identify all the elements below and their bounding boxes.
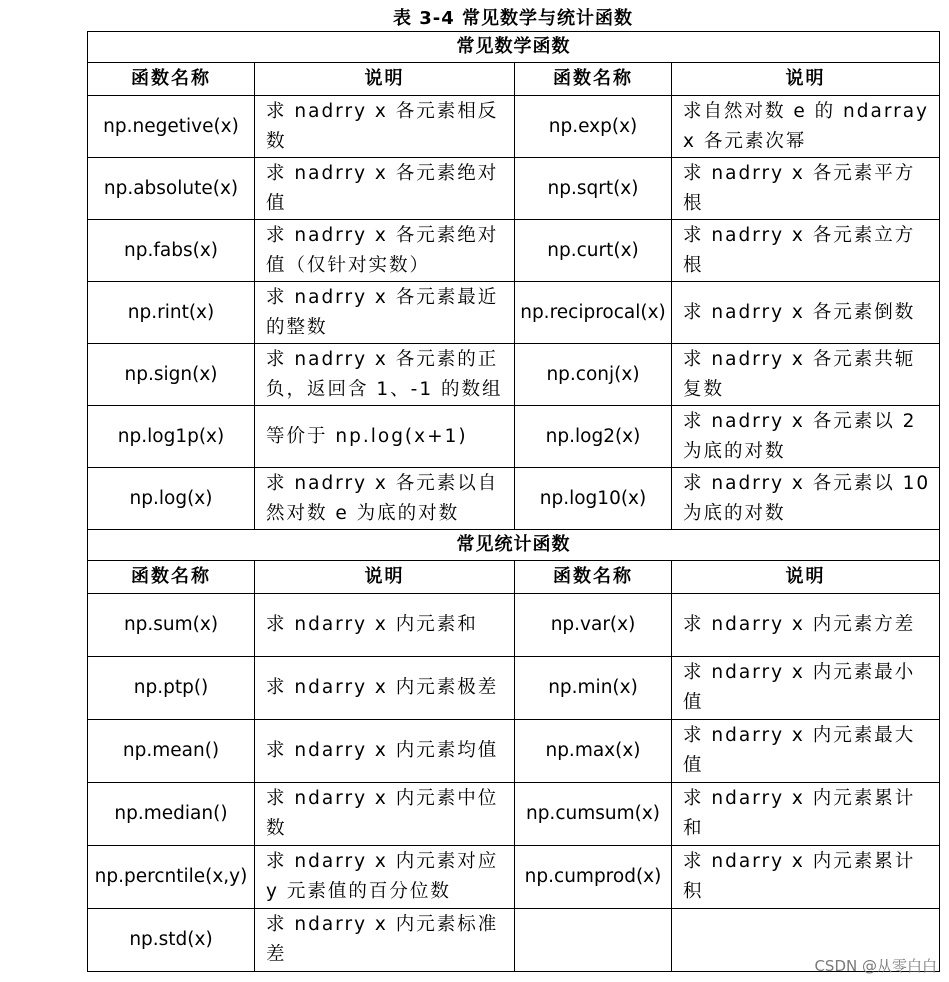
- description-cell: 求 ndarry x 内元素标准差: [255, 909, 515, 972]
- description-cell: 求自然对数 e 的 ndarray x 各元素次幂: [672, 96, 940, 158]
- description-cell: 求 ndarry x 内元素均值: [255, 720, 515, 783]
- function-name-cell: np.median(): [88, 783, 255, 846]
- header-row: [88, 561, 940, 594]
- function-name-cell: np.var(x): [515, 594, 672, 657]
- stat-section-title-row: [88, 530, 940, 561]
- description-cell: 求 nadrry x 各元素平方根: [672, 158, 940, 220]
- description-cell: 求 nadrry x 各元素绝对值（仅针对实数）: [255, 220, 515, 282]
- section-title: 常见统计函数: [88, 530, 940, 561]
- header-description: 说明: [672, 561, 940, 594]
- description-cell: 等价于 np.log(x+1): [255, 406, 515, 468]
- description-cell: 求 nadrry x 各元素倒数: [672, 282, 940, 344]
- header-function-name: 函数名称: [515, 63, 672, 96]
- description-cell: 求 nadrry x 各元素绝对值: [255, 158, 515, 220]
- description-cell: 求 nadrry x 各元素最近的整数: [255, 282, 515, 344]
- table-row: [88, 468, 940, 530]
- description-cell: 求 nadrry x 各元素以 2 为底的对数: [672, 406, 940, 468]
- description-cell: 求 nadrry x 各元素共轭复数: [672, 344, 940, 406]
- table-row: [88, 344, 940, 406]
- function-name-cell: np.std(x): [88, 909, 255, 972]
- table-row: [88, 657, 940, 720]
- function-name-cell: [515, 909, 672, 972]
- description-cell: 求 ndarry x 内元素方差: [672, 594, 940, 657]
- function-name-cell: np.negetive(x): [88, 96, 255, 158]
- function-name-cell: np.log2(x): [515, 406, 672, 468]
- header-description: 说明: [672, 63, 940, 96]
- description-cell: 求 ndarry x 内元素累计和: [672, 783, 940, 846]
- description-cell: 求 ndarry x 内元素和: [255, 594, 515, 657]
- table-row: [88, 406, 940, 468]
- function-name-cell: np.log1p(x): [88, 406, 255, 468]
- function-name-cell: np.log10(x): [515, 468, 672, 530]
- function-name-cell: np.min(x): [515, 657, 672, 720]
- table-row: [88, 783, 940, 846]
- functions-table: [87, 31, 940, 972]
- header-description: 说明: [255, 63, 515, 96]
- description-cell: 求 nadrry x 各元素以自然对数 e 为底的对数: [255, 468, 515, 530]
- section-title: 常见数学函数: [88, 32, 940, 63]
- function-name-cell: np.exp(x): [515, 96, 672, 158]
- table-caption: 表 3-4 常见数学与统计函数: [392, 8, 634, 29]
- table-row: [88, 846, 940, 909]
- header-description: 说明: [255, 561, 515, 594]
- table-row: [88, 909, 940, 972]
- description-cell: 求 ndarry x 内元素对应 y 元素值的百分位数: [255, 846, 515, 909]
- function-name-cell: np.max(x): [515, 720, 672, 783]
- function-name-cell: np.mean(): [88, 720, 255, 783]
- math-section-title-row: [88, 32, 940, 63]
- function-name-cell: np.sign(x): [88, 344, 255, 406]
- description-cell: 求 ndarry x 内元素最小值: [672, 657, 940, 720]
- function-name-cell: np.sum(x): [88, 594, 255, 657]
- function-name-cell: np.log(x): [88, 468, 255, 530]
- description-cell: 求 nadrry x 各元素立方根: [672, 220, 940, 282]
- table-row: [88, 282, 940, 344]
- table-row: [88, 220, 940, 282]
- function-name-cell: np.fabs(x): [88, 220, 255, 282]
- description-cell: 求 nadrry x 各元素相反数: [255, 96, 515, 158]
- header-function-name: 函数名称: [88, 63, 255, 96]
- description-cell: 求 ndarry x 内元素极差: [255, 657, 515, 720]
- description-cell: 求 ndarry x 内元素累计积: [672, 846, 940, 909]
- description-cell: 求 ndarry x 内元素最大值: [672, 720, 940, 783]
- description-cell: 求 nadrry x 各元素以 10 为底的对数: [672, 468, 940, 530]
- description-cell: 求 ndarry x 内元素中位数: [255, 783, 515, 846]
- header-row: [88, 63, 940, 96]
- csdn-watermark: CSDN @从零白白: [814, 957, 937, 975]
- function-name-cell: np.sqrt(x): [515, 158, 672, 220]
- function-name-cell: np.cumprod(x): [515, 846, 672, 909]
- function-name-cell: np.rint(x): [88, 282, 255, 344]
- description-cell: 求 nadrry x 各元素的正负，返回含 1、-1 的数组: [255, 344, 515, 406]
- function-name-cell: np.percntile(x,y): [88, 846, 255, 909]
- table-row: [88, 720, 940, 783]
- function-name-cell: np.conj(x): [515, 344, 672, 406]
- header-function-name: 函数名称: [515, 561, 672, 594]
- function-name-cell: np.absolute(x): [88, 158, 255, 220]
- table-row: [88, 594, 940, 657]
- header-function-name: 函数名称: [88, 561, 255, 594]
- function-name-cell: np.ptp(): [88, 657, 255, 720]
- table-row: [88, 96, 940, 158]
- function-name-cell: np.reciprocal(x): [515, 282, 672, 344]
- table-row: [88, 158, 940, 220]
- function-name-cell: np.cumsum(x): [515, 783, 672, 846]
- function-name-cell: np.curt(x): [515, 220, 672, 282]
